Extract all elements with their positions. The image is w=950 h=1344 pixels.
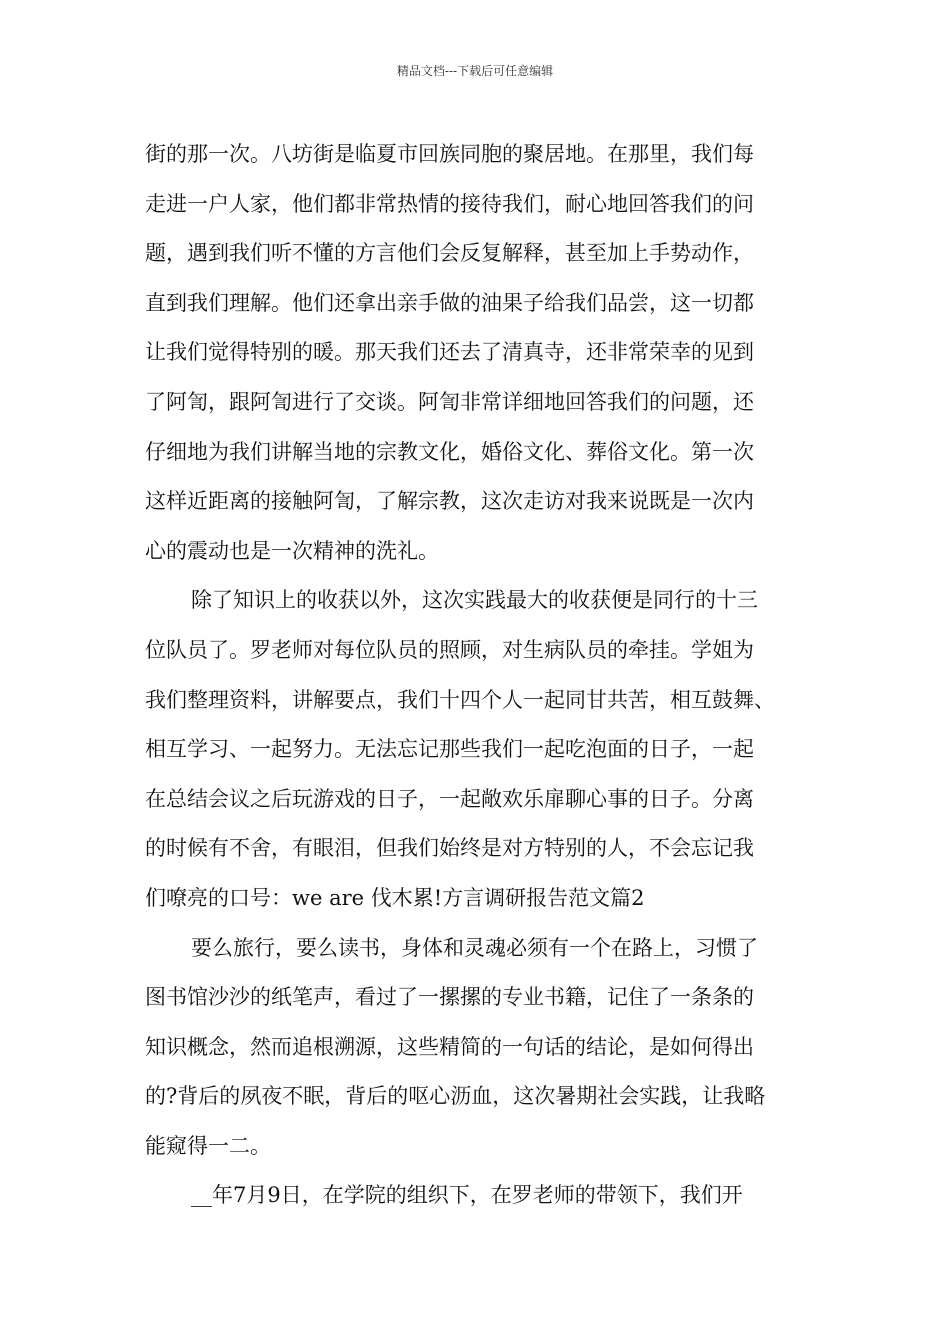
text-line: 心的震动也是一次精神的洗礼。 [145,538,439,563]
text-line: 能窥得一二。 [145,1133,271,1158]
text-line: 这样近距离的接触阿訇，了解宗教，这次走访对我来说既是一次内 [145,489,754,514]
page-header: 精品文档---下载后可任意编辑 [396,64,554,78]
paragraph-first-line: 除了知识上的收获以外，这次实践最大的收获便是同行的十三 [191,588,758,613]
text-line: 位队员了。罗老师对每位队员的照顾，对生病队员的牵挂。学姐为 [145,637,754,662]
document-body [145,130,835,1221]
text-line: 直到我们理解。他们还拿出亲手做的油果子给我们品尝，这一切都 [145,290,754,315]
text-line: 走进一户人家，他们都非常热情的接待我们，耐心地回答我们的问 [145,191,754,216]
text-line: 相互学习、一起努力。无法忘记那些我们一起吃泡面的日子，一起 [145,737,754,762]
text-line: 的?背后的夙夜不眠，背后的呕心沥血，这次暑期社会实践，让我略 [145,1084,766,1109]
paragraph-first-line: 要么旅行，要么读书，身体和灵魂必须有一个在路上，习惯了 [191,935,758,960]
paragraph-first-line: __年7月9日，在学院的组织下，在罗老师的带领下，我们开 [191,1183,743,1208]
text-line: 我们整理资料，讲解要点，我们十四个人一起同甘共苦，相互鼓舞、 [145,687,775,712]
text-line: 的时候有不舍，有眼泪，但我们始终是对方特别的人，不会忘记我 [145,836,754,861]
text-line: 图书馆沙沙的纸笔声，看过了一摞摞的专业书籍，记住了一条条的 [145,985,754,1010]
text-line: 题，遇到我们听不懂的方言他们会反复解释，甚至加上手势动作， [145,241,754,266]
text-line: 街的那一次。八坊街是临夏市回族同胞的聚居地。在那里，我们每 [145,142,754,166]
text-line: 在总结会议之后玩游戏的日子，一起敞欢乐扉聊心事的日子。分离 [145,786,754,811]
text-line: 仔细地为我们讲解当地的宗教文化，婚俗文化、葬俗文化。第一次 [145,439,754,464]
text-line: 知识概念，然而追根溯源，这些精简的一句话的结论，是如何得出 [145,1034,754,1059]
text-line: 了阿訇，跟阿訇进行了交谈。阿訇非常详细地回答我们的问题，还 [145,389,754,414]
text-line: 们嘹亮的口号：we are 伐木累!方言调研报告范文篇2 [145,885,645,910]
text-line: 让我们觉得特别的暖。那天我们还去了清真寺，还非常荣幸的见到 [145,340,754,365]
